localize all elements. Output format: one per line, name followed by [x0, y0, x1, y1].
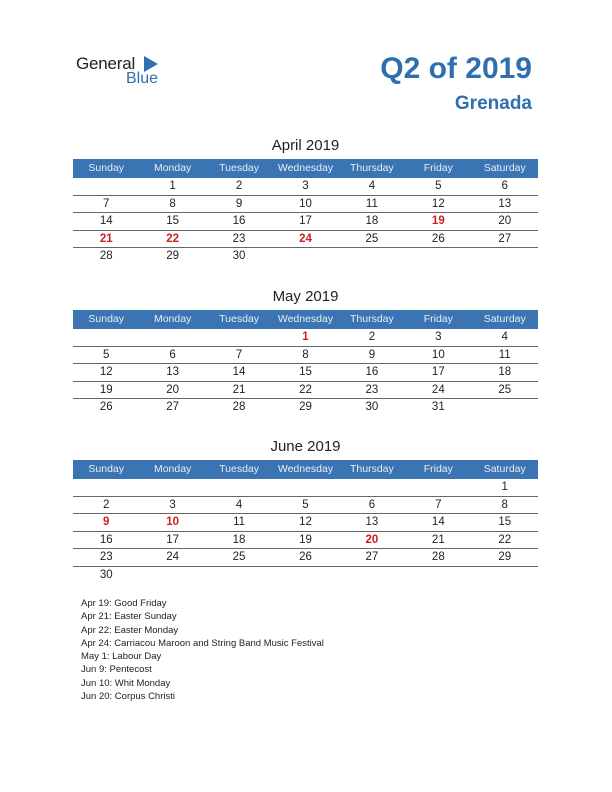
- day-cell: 25: [232, 551, 246, 563]
- day-cell: 19: [99, 383, 113, 396]
- week-row: [73, 347, 538, 365]
- week-row: [73, 364, 538, 382]
- week-row: [73, 248, 538, 266]
- month-calendar: [73, 437, 538, 584]
- day-cell: 16: [99, 533, 113, 546]
- day-cell: 4: [501, 331, 508, 343]
- day-cell: [472, 248, 538, 266]
- weekday-header: [73, 310, 538, 329]
- day-cell: 9: [368, 348, 376, 361]
- month-title: May 2019: [272, 288, 339, 305]
- brand-word-general: General: [76, 54, 136, 73]
- weekday-label: Friday: [423, 313, 453, 325]
- day-cell: 23: [99, 551, 113, 563]
- day-cell: 16: [365, 366, 379, 378]
- day-cell: [339, 567, 405, 585]
- day-cell: [272, 248, 338, 266]
- weekday-label: Thursday: [350, 463, 394, 475]
- week-row: [73, 213, 538, 231]
- day-cell: 8: [302, 348, 309, 361]
- weekday-label: Sunday: [88, 313, 125, 325]
- day-cell: [139, 567, 205, 585]
- day-cell: 15: [166, 215, 180, 227]
- month-calendar: [73, 136, 538, 266]
- weekday-label: Saturday: [483, 162, 526, 174]
- day-cell: [73, 178, 139, 195]
- holiday-note: May 1: Labour Day: [81, 651, 162, 663]
- day-cell: [206, 329, 272, 346]
- day-cell: 30: [365, 401, 379, 413]
- weekday-label: Saturday: [483, 463, 526, 475]
- day-cell: 6: [501, 180, 508, 192]
- day-cell: 11: [498, 348, 511, 361]
- day-cell: 7: [435, 498, 442, 511]
- weekday-label: Tuesday: [219, 313, 259, 325]
- day-cell: 3: [302, 180, 309, 192]
- holiday-note: Apr 21: Easter Sunday: [81, 611, 177, 623]
- day-cell: [139, 479, 205, 496]
- week-row: [73, 399, 538, 417]
- day-cell: 13: [166, 366, 180, 378]
- day-cell: 24: [166, 551, 180, 563]
- weekday-header: [73, 159, 538, 178]
- day-cell: [339, 479, 405, 496]
- day-cell: 12: [431, 197, 445, 210]
- day-cell: 4: [368, 180, 376, 192]
- week-row: [73, 514, 538, 532]
- day-cell: 23: [232, 232, 246, 245]
- day-cell: 18: [498, 366, 512, 378]
- day-cell: 1: [501, 481, 508, 493]
- day-cell: 26: [99, 401, 113, 413]
- day-cell: 5: [435, 180, 442, 192]
- month-title: April 2019: [271, 137, 340, 154]
- weekday-label: Tuesday: [219, 463, 259, 475]
- day-cell: 28: [431, 551, 445, 563]
- brand-word-blue: Blue: [126, 70, 159, 87]
- day-cell: 25: [498, 383, 512, 396]
- week-row: [73, 567, 538, 585]
- day-cell: 22: [166, 232, 180, 245]
- weekday-label: Monday: [153, 463, 192, 475]
- weekday-label: Friday: [423, 463, 453, 475]
- day-cell: 8: [169, 197, 176, 210]
- day-cell: 24: [299, 232, 312, 245]
- weekday-label: Thursday: [350, 313, 394, 325]
- day-cell: 5: [103, 348, 110, 361]
- day-cell: 28: [99, 250, 113, 262]
- day-cell: 11: [365, 197, 378, 210]
- page-title: Q2 of 2019: [380, 52, 532, 85]
- day-cell: 3: [169, 498, 176, 511]
- holiday-note: Apr 24: Carriacou Maroon and String Band Music Festival: [81, 637, 324, 649]
- week-row: [73, 178, 538, 196]
- week-row: [73, 382, 538, 400]
- day-cell: 4: [235, 498, 243, 511]
- holiday-note: Apr 22: Easter Monday: [81, 624, 179, 636]
- day-cell: 11: [233, 516, 246, 528]
- day-cell: [206, 567, 272, 585]
- day-cell: [405, 248, 471, 266]
- day-cell: 17: [431, 366, 445, 378]
- week-row: [73, 532, 538, 550]
- day-cell: 14: [232, 366, 246, 378]
- day-cell: 26: [299, 551, 312, 563]
- day-cell: 29: [166, 250, 180, 262]
- day-cell: 24: [431, 383, 445, 396]
- day-cell: 21: [232, 383, 246, 396]
- day-cell: 21: [99, 232, 113, 245]
- weekday-label: Monday: [153, 162, 192, 174]
- day-cell: 2: [235, 180, 243, 192]
- weekday-label: Wednesday: [277, 463, 334, 475]
- month-calendar: [73, 287, 538, 417]
- day-cell: 7: [103, 197, 110, 210]
- day-cell: 30: [232, 250, 246, 262]
- day-cell: 2: [103, 498, 110, 511]
- day-cell: 22: [498, 533, 512, 546]
- day-cell: [73, 479, 139, 496]
- month-title: June 2019: [270, 438, 341, 455]
- day-cell: 29: [498, 551, 512, 563]
- day-cell: 27: [166, 401, 180, 413]
- holiday-note: Jun 20: Corpus Christi: [81, 691, 175, 703]
- day-cell: 7: [235, 348, 243, 361]
- weekday-label: Saturday: [483, 313, 526, 325]
- day-cell: 21: [431, 533, 445, 546]
- day-cell: 16: [232, 215, 246, 227]
- weekday-label: Sunday: [88, 463, 125, 475]
- day-cell: 19: [431, 215, 445, 227]
- weekday-label: Wednesday: [277, 162, 334, 174]
- day-cell: [339, 248, 405, 266]
- day-cell: 8: [501, 498, 508, 511]
- day-cell: 13: [498, 197, 512, 210]
- day-cell: 29: [299, 401, 312, 413]
- day-cell: 22: [299, 383, 312, 396]
- day-cell: 17: [299, 215, 312, 227]
- day-cell: 14: [99, 215, 113, 227]
- day-cell: 17: [166, 533, 180, 546]
- country-name: Grenada: [454, 93, 532, 114]
- weekday-label: Monday: [153, 313, 192, 325]
- day-cell: 12: [99, 366, 113, 378]
- day-cell: 27: [498, 232, 512, 245]
- holiday-notes: [81, 597, 324, 703]
- holiday-note: Jun 9: Pentecost: [81, 664, 152, 676]
- day-cell: 15: [498, 516, 512, 528]
- day-cell: [272, 479, 338, 496]
- day-cell: 10: [166, 516, 180, 528]
- day-cell: 27: [365, 551, 379, 563]
- week-row: [73, 549, 538, 567]
- day-cell: 18: [365, 215, 379, 227]
- day-cell: 20: [166, 383, 180, 396]
- day-cell: [405, 479, 471, 496]
- day-cell: 9: [235, 197, 243, 210]
- day-cell: [73, 329, 139, 346]
- week-row: [73, 329, 538, 347]
- day-cell: 10: [299, 197, 312, 210]
- day-cell: 12: [299, 516, 312, 528]
- day-cell: 13: [365, 516, 379, 528]
- day-cell: 6: [169, 348, 176, 361]
- day-cell: 19: [299, 533, 312, 546]
- day-cell: 26: [431, 232, 445, 245]
- day-cell: 6: [368, 498, 376, 511]
- day-cell: 30: [99, 568, 113, 581]
- day-cell: 23: [365, 383, 379, 396]
- day-cell: [472, 567, 538, 585]
- day-cell: [272, 567, 338, 585]
- week-row: [73, 479, 538, 497]
- day-cell: 1: [169, 180, 176, 192]
- weekday-label: Friday: [423, 162, 453, 174]
- day-cell: 10: [431, 348, 445, 361]
- day-cell: 18: [232, 533, 246, 546]
- day-cell: [139, 329, 205, 346]
- day-cell: [405, 567, 471, 585]
- holiday-note: Jun 10: Whit Monday: [81, 677, 171, 689]
- day-cell: [472, 399, 538, 417]
- week-row: [73, 231, 538, 249]
- week-row: [73, 196, 538, 214]
- day-cell: 25: [365, 232, 379, 245]
- weekday-label: Sunday: [88, 162, 125, 174]
- day-cell: 28: [232, 401, 246, 413]
- day-cell: 1: [302, 331, 309, 343]
- holiday-note: Apr 19: Good Friday: [81, 598, 167, 609]
- weekday-header: [73, 460, 538, 479]
- day-cell: 2: [368, 331, 376, 343]
- day-cell: 20: [498, 215, 512, 227]
- weekday-label: Tuesday: [219, 162, 259, 174]
- day-cell: 5: [302, 498, 309, 511]
- day-cell: 3: [435, 331, 442, 343]
- day-cell: 20: [365, 533, 379, 546]
- day-cell: 31: [431, 401, 445, 413]
- weekday-label: Thursday: [350, 162, 394, 174]
- day-cell: 9: [103, 516, 110, 528]
- weekday-label: Wednesday: [277, 313, 334, 325]
- day-cell: 14: [431, 516, 445, 528]
- day-cell: 15: [299, 366, 312, 378]
- day-cell: [206, 479, 272, 496]
- week-row: [73, 497, 538, 515]
